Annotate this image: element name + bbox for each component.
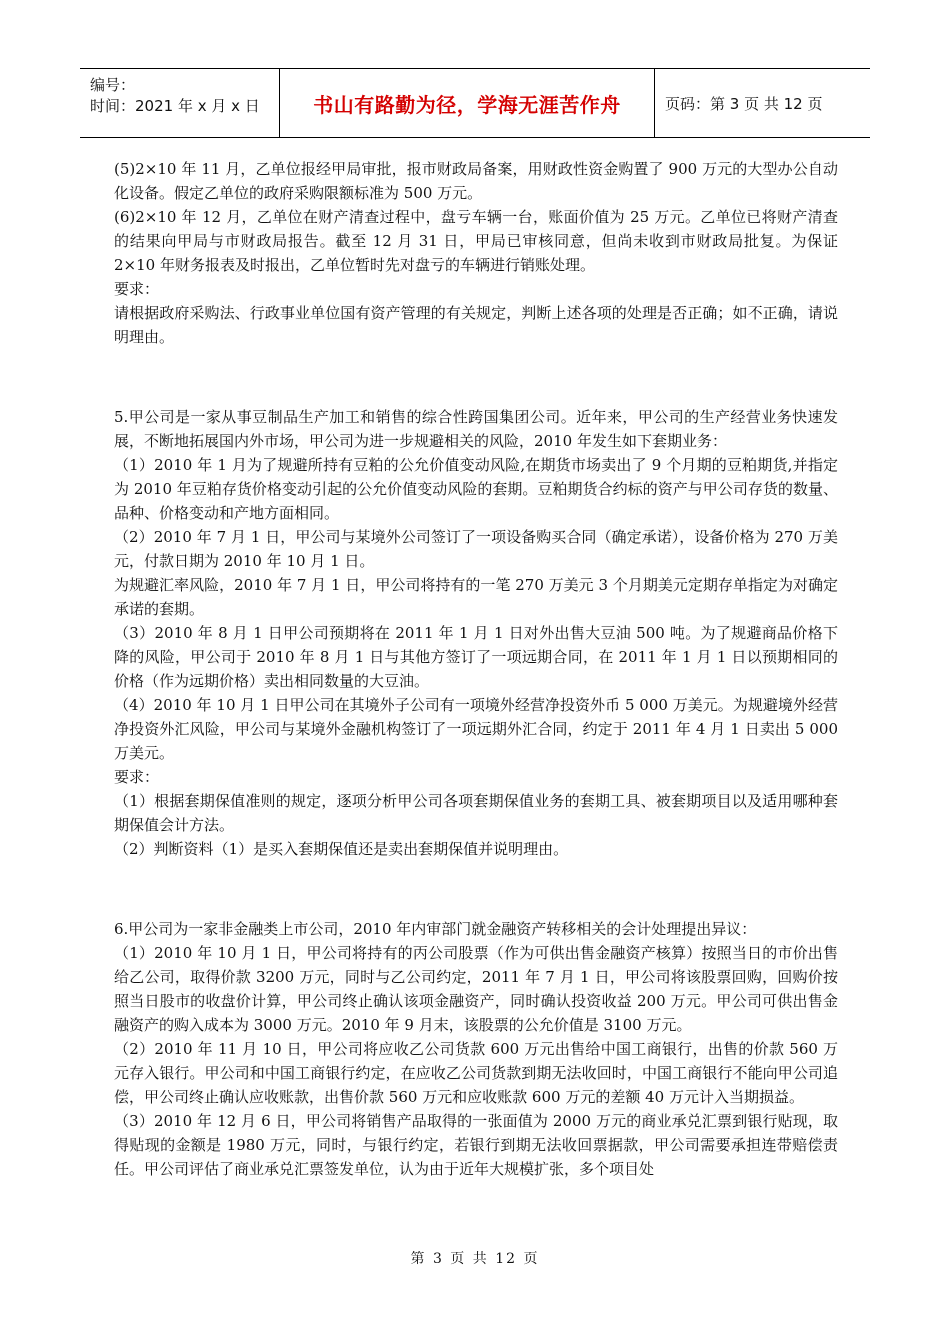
paragraph: （4）2010 年 10 月 1 日甲公司在其境外子公司有一项境外经营净投资外币 5 000 万美元。为规避境外经营净投资外汇风险，甲公司与某境外金融机构签订了一项远期外汇合同，约定于 2011 年 4 月 1 日卖出 5 000 万美元。 (114, 696, 838, 762)
paragraph: （1）根据套期保值准则的规定，逐项分析甲公司各项套期保值业务的套期工具、被套期项目以及适用哪种套期保值会计方法。 (114, 792, 838, 834)
paragraph-spacer (114, 877, 838, 901)
paragraph: (6)2×10 年 12 月，乙单位在财产清查过程中，盘亏车辆一台，账面价值为 25 万元。乙单位已将财产清查的结果向甲局与市财政局报告。截至 12 月 31 日，甲局已审核同意，但尚未收到市财政局批复。为保证 2×10 年财务报表及时报出，乙单位暂时先对盘亏的车辆进行销账处理。 (114, 208, 838, 274)
paragraph: 6.甲公司为一家非金融类上市公司，2010 年内审部门就金融资产转移相关的会计处理提出异议： (114, 920, 757, 938)
paragraph: （2）2010 年 11 月 10 日，甲公司将应收乙公司货款 600 万元出售给中国工商银行，出售的价款 560 万元存入银行。甲公司和中国工商银行约定，在应收乙公司货款到期无法收回时，中国工商银行不能向甲公司追偿，甲公司终止确认应收账款，出售价款 560 万元和应收账款 600 万元的差额 40 万元计入当期损益。 (114, 1040, 838, 1106)
paragraph: （3）2010 年 12 月 6 日，甲公司将销售产品取得的一张面值为 2000 万元的商业承兑汇票到银行贴现，取得贴现的金额是 1980 万元，同时，与银行约定，若银行到期无法收回票据款，甲公司需要承担连带赔偿责任。甲公司评估了商业承兑汇票签发单位，认为由于近年大规模扩张，多个项目处 (114, 1112, 838, 1178)
date-label: 时间：2021 年 x 月 x 日 (90, 97, 260, 115)
document-body (114, 157, 838, 1181)
paragraph: 要求： (114, 280, 160, 298)
paragraph: （2）判断资料（1）是买入套期保值还是卖出套期保值并说明理由。 (114, 840, 569, 858)
paragraph: (5)2×10 年 11 月，乙单位报经甲局审批，报市财政局备案，用财政性资金购置了 900 万元的大型办公自动化设备。假定乙单位的政府采购限额标准为 500 万元。 (114, 160, 838, 202)
page-footer: 第 3 页 共 12 页 (410, 1251, 540, 1267)
paragraph-spacer (114, 365, 838, 389)
paragraph: 5.甲公司是一家从事豆制品生产加工和销售的综合性跨国集团公司。近年来，甲公司的生产经营业务快速发展，不断地拓展国内外市场，甲公司为进一步规避相关的风险，2010 年发生如下套期业务： (114, 408, 838, 450)
paragraph: 要求： (114, 768, 160, 786)
header-motto: 书山有路勤为径，学海无涯苦作舟 (280, 69, 655, 137)
paragraph: （3）2010 年 8 月 1 日甲公司预期将在 2011 年 1 月 1 日对外出售大豆油 500 吨。为了规避商品价格下降的风险，甲公司于 2010 年 8 月 1 日与其他方签订了一项远期合同，在 2011 年 1 月 1 日以预期相同的价格（作为远期价格）卖出相同数量的大豆油。 (114, 624, 838, 690)
paragraph: （2）2010 年 7 月 1 日，甲公司与某境外公司签订了一项设备购买合同（确定承诺），设备价格为 270 万美元，付款日期为 2010 年 10 月 1 日。 (114, 528, 838, 570)
header-page-info: 页码：第 3 页 共 12 页 (665, 94, 823, 113)
paragraph: 为规避汇率风险，2010 年 7 月 1 日，甲公司将持有的一笔 270 万美元 3 个月期美元定期存单指定为对确定承诺的套期。 (114, 576, 838, 618)
page-header (80, 68, 870, 138)
paragraph: 请根据政府采购法、行政事业单位国有资产管理的有关规定，判断上述各项的处理是否正确；如不正确，请说明理由。 (114, 304, 838, 346)
number-label: 编号： (90, 76, 136, 94)
header-meta (80, 69, 280, 137)
paragraph: （1）2010 年 1 月为了规避所持有豆粕的公允价值变动风险,在期货市场卖出了 9 个月期的豆粕期货,并指定为 2010 年豆粕存货价格变动引起的公允价值变动风险的套期。豆粕期货合约标的资产与甲公司存货的数量、品种、价格变动和产地方面相同。 (114, 456, 838, 522)
paragraph: （1）2010 年 10 月 1 日，甲公司将持有的丙公司股票（作为可供出售金融资产核算）按照当日的市价出售给乙公司，取得价款 3200 万元，同时与乙公司约定，2011 年 7 月 1 日，甲公司将该股票回购，回购价按照当日股市的收盘价计算，甲公司终止确认该项金融资产，同时确认投资收益 200 万元。甲公司可供出售金融资产的购入成本为 3000 万元。2010 年 9 月末，该股票的公允价值是 3100 万元。 (114, 944, 838, 1034)
